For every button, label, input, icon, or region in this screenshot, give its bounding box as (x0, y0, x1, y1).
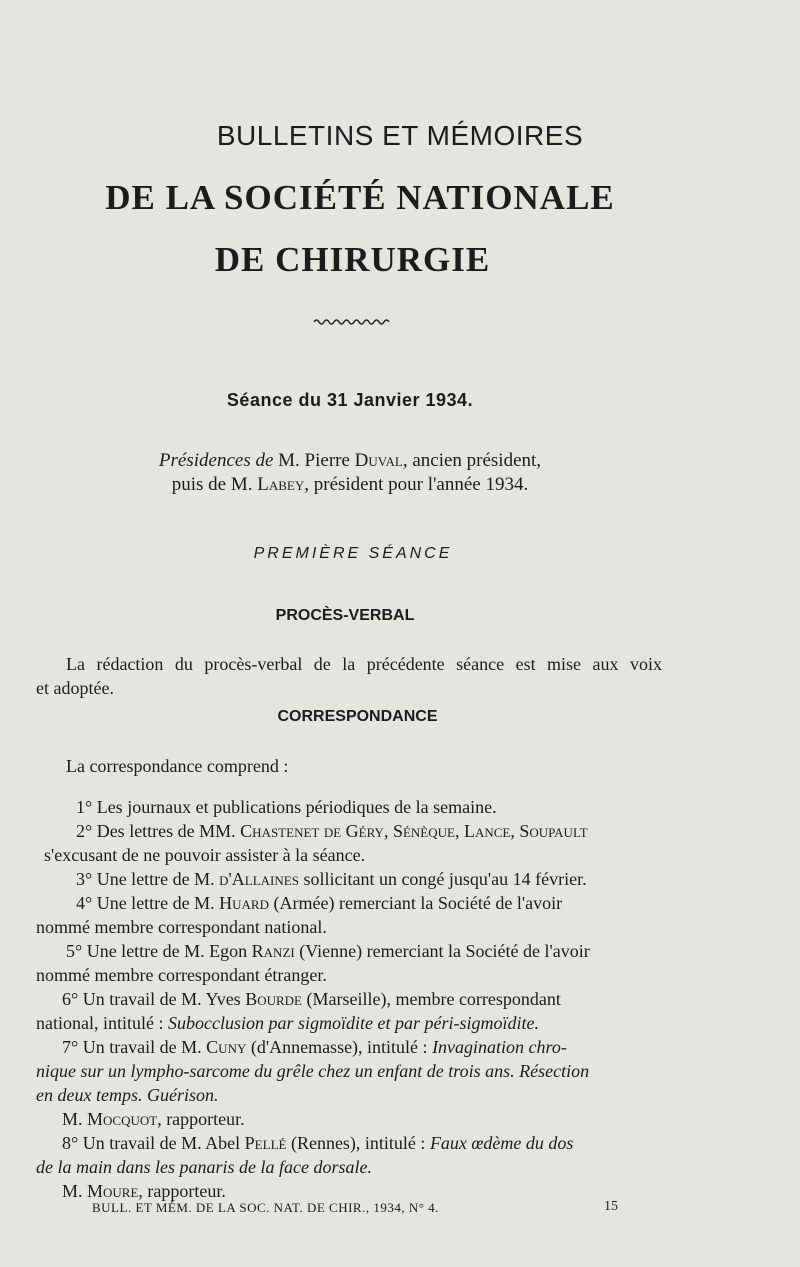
item-7-title-end: en deux temps. Guérison. (36, 1085, 219, 1105)
member-name: Ranzi (251, 941, 295, 961)
item-text: (Armée) remerciant la Société de l'avoir (269, 893, 563, 913)
footer-journal-reference: BULL. ET MÉM. DE LA SOC. NAT. DE CHIR., 1934, N° 4. (92, 1200, 439, 1215)
premiere-seance-heading: PREMIÈRE SÉANCE (253, 545, 453, 562)
item-text: 6° Un travail de M. Yves (62, 989, 246, 1009)
item-text: 7° Un travail de M. (62, 1037, 207, 1057)
presidence-label: Présidences de (158, 450, 274, 471)
ornament-divider-icon (312, 316, 392, 328)
item-text: national, intitulé : (36, 1013, 168, 1033)
item-5 (66, 941, 590, 962)
member-name: Cuny (206, 1037, 247, 1057)
presidence-text: , ancien président, (402, 450, 542, 471)
member-name: Chastenet de Géry (240, 821, 384, 841)
journal-title-line-2: DE LA SOCIÉTÉ NATIONALE (105, 178, 615, 217)
item-text: , rapporteur. (138, 1181, 226, 1201)
member-name: d'Allaines (219, 869, 299, 889)
item-text: (Marseille), membre correspondant (302, 989, 561, 1009)
presidence-text: , président pour l'année 1934. (304, 474, 529, 495)
item-7 (62, 1037, 567, 1058)
item-text: sollicitant un congé jusqu'au 14 février. (298, 869, 587, 889)
member-name: Sénèque (392, 821, 455, 841)
presidence-line-1 (0, 450, 700, 472)
presidence-text: puis de M. (171, 474, 258, 495)
item-text: , rapporteur. (157, 1109, 245, 1129)
item-text: 2° Des lettres de MM. (76, 821, 241, 841)
member-name: Lance (463, 821, 511, 841)
member-name: Soupault (519, 821, 588, 841)
item-6 (62, 989, 561, 1010)
item-8 (62, 1133, 573, 1154)
item-4 (76, 893, 562, 914)
journal-title-line-1: BULLETINS ET MÉMOIRES (216, 120, 584, 151)
item-7-title-cont: nique sur un lympho-sarcome du grêle chez un enfant de trois ans. Résection (36, 1061, 590, 1081)
work-title: Subocclusion par sigmoïdite et par péri-sigmoïdite. (167, 1013, 539, 1033)
item-text: (Rennes), intitulé : (286, 1133, 430, 1153)
member-name: Mocquot (87, 1109, 158, 1129)
item-text: M. (62, 1109, 88, 1129)
journal-title-line-3: DE CHIRURGIE (214, 240, 491, 279)
presidence-text: M. Pierre (273, 450, 355, 471)
correspondance-heading: CORRESPONDANCE (277, 708, 438, 725)
item-8-rapporteur (62, 1181, 226, 1202)
item-text: (Vienne) remerciant la Société de l'avoir (294, 941, 590, 961)
item-text: 5° Une lettre de M. Egon (66, 941, 252, 961)
item-text: , (454, 821, 464, 841)
item-6-cont (36, 1013, 539, 1034)
member-name: Moure (87, 1181, 139, 1201)
president-name: Labey (257, 474, 305, 495)
president-name: Duval (354, 450, 403, 471)
correspondance-intro: La correspondance comprend : (66, 756, 289, 776)
item-4-cont: nommé membre correspondant national. (36, 917, 327, 937)
seance-title: Séance du 31 Janvier 1934. (226, 390, 474, 410)
member-name: Bourde (245, 989, 302, 1009)
item-text: , (510, 821, 520, 841)
presidence-line-2 (0, 474, 700, 496)
item-text: 3° Une lettre de M. (76, 869, 220, 889)
item-3 (76, 869, 587, 890)
item-2-cont: s'excusant de ne pouvoir assister à la séance. (44, 845, 366, 865)
item-8-title-cont: de la main dans les panaris de la face dorsale. (36, 1157, 372, 1177)
member-name: Pellé (244, 1133, 287, 1153)
item-7-rapporteur (62, 1109, 245, 1130)
page-number: 15 (604, 1199, 618, 1214)
item-2 (76, 821, 588, 842)
item-text: M. (62, 1181, 88, 1201)
work-title: Faux œdème du dos (429, 1133, 574, 1153)
item-text: , (383, 821, 393, 841)
work-title: Invagination chro- (432, 1037, 567, 1057)
item-5-cont: nommé membre correspondant étranger. (36, 965, 327, 985)
item-text: 4° Une lettre de M. (76, 893, 220, 913)
proces-verbal-line-1: La rédaction du procès-verbal de la précédente séance est mise aux voix (66, 654, 662, 674)
item-1: 1° Les journaux et publications périodiques de la semaine. (76, 797, 497, 817)
member-name: Huard (219, 893, 269, 913)
item-text: (d'Annemasse), intitulé : (246, 1037, 433, 1057)
proces-verbal-heading: PROCÈS-VERBAL (275, 607, 415, 624)
item-text: 8° Un travail de M. Abel (62, 1133, 245, 1153)
proces-verbal-line-2: et adoptée. (36, 678, 114, 698)
